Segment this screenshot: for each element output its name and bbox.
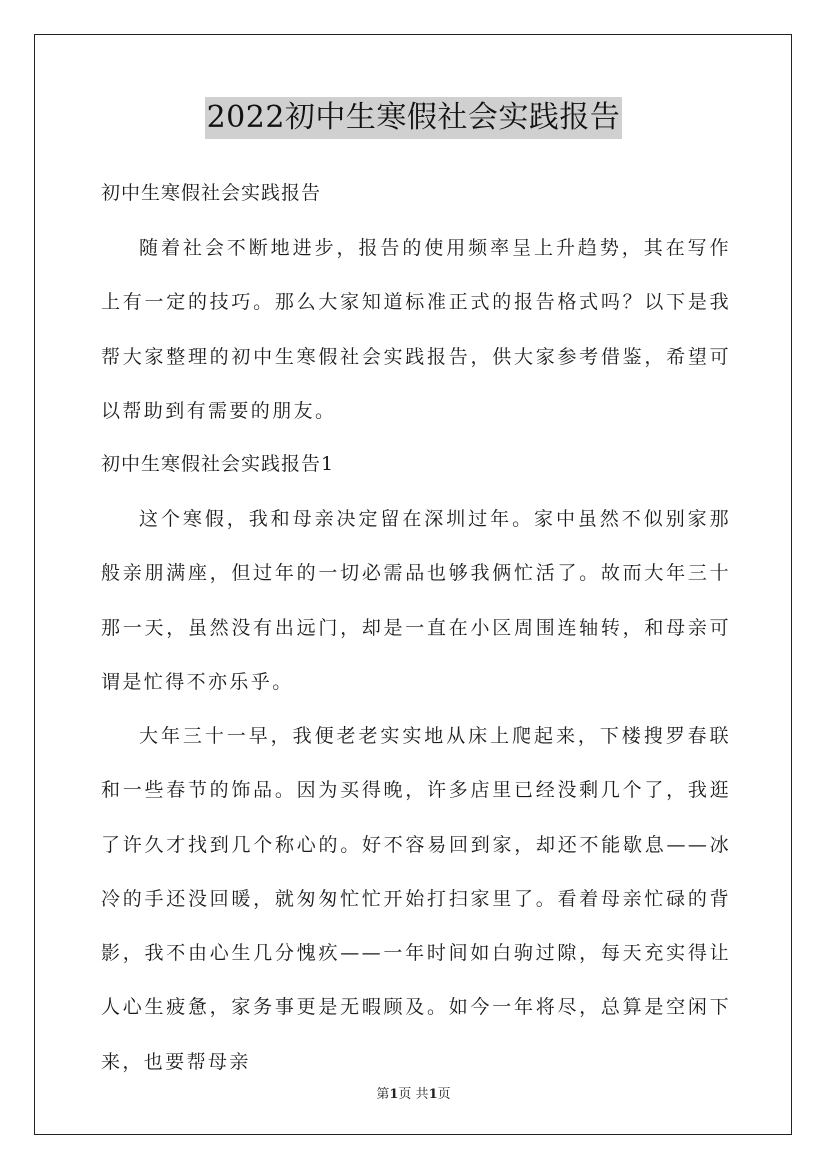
body-paragraph-1: 这个寒假，我和母亲决定留在深圳过年。家中虽然不似别家那般亲朋满座，但过年的一切必需品也够我俩忙活了。故而大年三十那一天，虽然没有出远门，却是一直在小区周围连轴转，和母亲可谓是忙得不亦乐乎。 <box>101 508 731 693</box>
intro-paragraph: 随着社会不断地进步，报告的使用频率呈上升趋势，其在写作上有一定的技巧。那么大家知道标准正式的报告格式吗？以下是我帮大家整理的初中生寒假社会实践报告，供大家参考借鉴，希望可以帮助到有需要的朋友。 <box>101 237 731 422</box>
section-heading: 初中生寒假社会实践报告1 <box>101 453 335 475</box>
footer-current-page: 1 <box>389 1087 399 1102</box>
footer-total-pages: 1 <box>428 1087 438 1102</box>
title-container <box>0 97 827 139</box>
footer-prefix: 第 <box>376 1087 390 1102</box>
footer-suffix: 页 <box>437 1087 451 1102</box>
footer-mid: 页 共 <box>398 1087 429 1102</box>
document-subtitle: 初中生寒假社会实践报告 <box>101 182 322 204</box>
page-footer <box>0 1083 827 1102</box>
body-paragraph-2: 大年三十一早，我便老老实实地从床上爬起来，下楼搜罗春联和一些春节的饰品。因为买得晚，许多店里已经没剩几个了，我逛了许久才找到几个称心的。好不容易回到家，却还不能歇息——冰冷的手还没回暖，就匆匆忙忙开始打扫家里了。看着母亲忙碌的背影，我不由心生几分愧疚——一年时间如白驹过隙，每天充实得让人心生疲惫，家务事更是无暇顾及。如今一年将尽，总算是空闲下来，也要帮母亲 <box>101 725 731 1073</box>
document-title: 2022初中生寒假社会实践报告 <box>205 97 623 139</box>
